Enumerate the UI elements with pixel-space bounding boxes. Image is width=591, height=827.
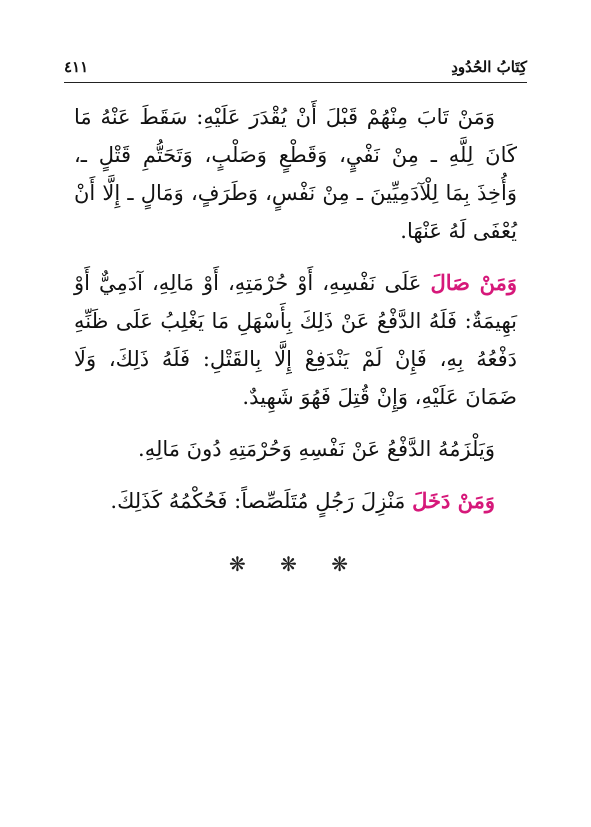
page-header xyxy=(64,58,527,80)
highlighted-lead: وَمَنْ صَالَ xyxy=(430,270,517,295)
paragraph-text: وَيَلْزَمُهُ الدَّفْعُ عَنْ نَفْسِهِ وَحُرْمَتِهِ دُونَ مَالِهِ. xyxy=(138,437,495,461)
paragraph-defense-obligation xyxy=(74,430,517,468)
paragraph-intruder xyxy=(74,482,517,520)
running-title: كِتَابُ الحُدُودِ xyxy=(451,58,527,76)
paragraph-text: عَلَى نَفْسِهِ، أَوْ حُرْمَتِهِ، أَوْ مَالِهِ، آدَمِيٌّ أَوْ بَهِيمَةٌ: فَلَهُ الدَّفْعُ عَنْ ذَلِكَ بِأَسْهَلِ مَا يَغْلِبُ عَلَى ظَنِّهِ دَفْعُهُ بِهِ، فَإِنْ لَمْ يَنْدَفِعْ إِلَّا بِالقَتْلِ: فَلَهُ ذَلِكَ، وَلَا ضَمَانَ عَلَيْهِ، وَإِنْ قُتِلَ فَهُوَ شَهِيدٌ. xyxy=(74,271,517,409)
header-rule xyxy=(64,82,527,83)
paragraph-repentance xyxy=(74,98,517,250)
highlighted-lead: وَمَنْ دَخَلَ xyxy=(412,488,495,513)
page-number: ٤١١ xyxy=(64,58,89,76)
section-separator: ❋ ❋ ❋ xyxy=(229,552,362,576)
paragraph-assault xyxy=(74,264,517,416)
body-text xyxy=(74,98,517,534)
paragraph-text: وَمَنْ تَابَ مِنْهُمْ قَبْلَ أَنْ يُقْدَرَ عَلَيْهِ: سَقَطَ عَنْهُ مَا كَانَ لِلَّهِ ـ مِنْ نَفْيٍ، وَقَطْعٍ وَصَلْبٍ، وَتَحَتُّمِ قَتْلٍ ـ، وَأُخِذَ بِمَا لِلْآدَمِيِّينَ ـ مِنْ نَفْسٍ، وَطَرَفٍ، وَمَالٍ ـ إِلَّا أَنْ يُعْفَى لَهُ عَنْهَا. xyxy=(74,105,517,243)
paragraph-text: مَنْزِلَ رَجُلٍ مُتَلَصِّصاً: فَحُكْمُهُ كَذَلِكَ. xyxy=(110,489,406,513)
